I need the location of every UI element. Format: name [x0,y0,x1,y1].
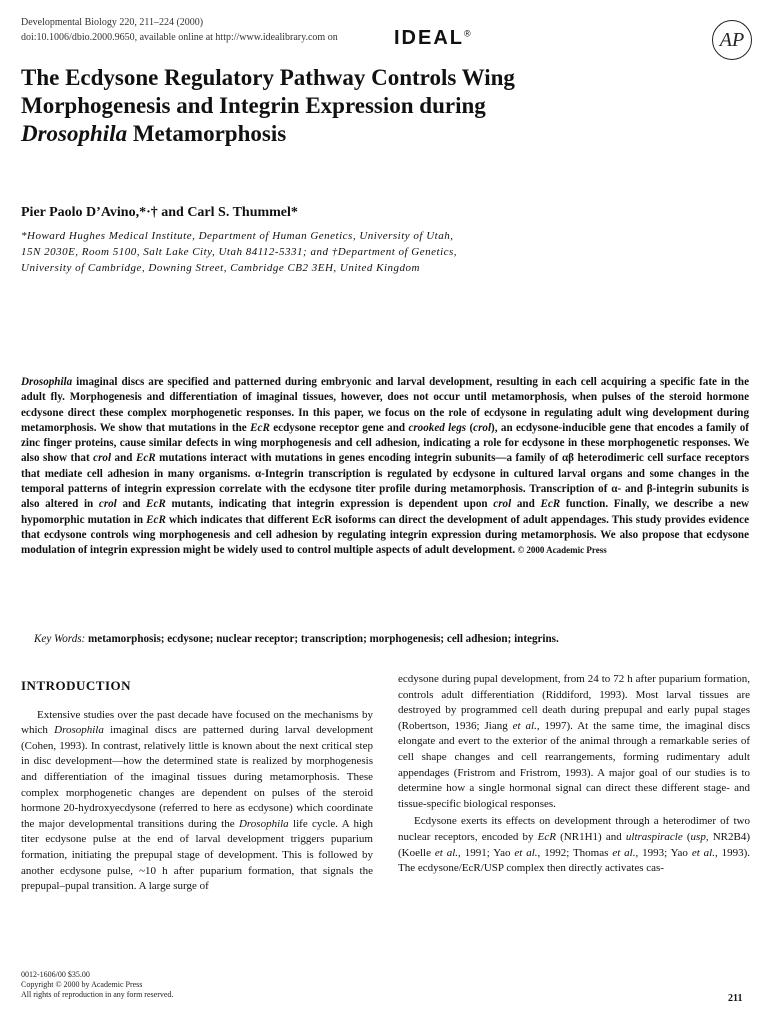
body-text: Ecdysone exerts its effects on development through a heterodimer of two nuclear receptors, encoded by [398,815,750,843]
abstract-text: and [116,498,147,511]
page-number: 211 [728,993,743,1004]
abstract-text: and [111,452,136,465]
keywords-list: metamorphosis; ecdysone; nuclear receptor; transcription; morphogenesis; cell adhesion; integrins. [85,633,559,645]
abstract-text: Drosophila [21,376,73,388]
abstract-text: imaginal discs are specified and patterned during embryonic and larval development, resulting in each cell acquiring a specific fate in the adult fly. Morphogenesis and differentiation of imaginal tissues, however, does not occur until metamorphosis, when pulses of the steroid hormone ecdysone direct these complex morphogenetic responses. In this paper, we focus on the role of ecdysone in regulating adult wing development during metamorphosis. We show that mutations in the [21,376,749,434]
body-text: , 1997). At the same time, the imaginal discs elongate and evert to the exterior of the animal through a remarkable series of cell shape changes and cell rearrangements, forming rudimentary adult appendages (Fristrom and Fristrom, 1993). A major goal of our studies is to determine how a single hormonal signal can direct these different stage- and tissue-specific biological responses. [398,719,751,810]
body-text: et al. [434,846,459,859]
abstract-text: crol [93,452,112,465]
title-line-2: Morphogenesis and Integrin Expression during [21,93,486,118]
body-text: et al. [512,719,537,732]
body-text: , 1991; Yao [458,846,515,859]
abstract-text: crol [98,498,117,511]
abstract-text: mutations interact with mutations in genes encoding integrin subunits—a family of αβ heterodimeric cell surface receptors that mediate cell adhesion in many organisms. α-Integrin transcription is regulated by ecdysone in cultured larval organs and some changes in the temporal patterns of integrin expression correlate with the ecdysone titer profile during metamorphosis. Transcription of α- and β-integrin subunits is also altered in [21,452,750,511]
abstract-text: EcR [250,421,270,434]
abstract-text: EcR [146,498,166,511]
abstract-text: function. Finally, we describe a new hypomorphic mutation in [21,498,750,526]
body-text: et al. [612,846,636,859]
journal-citation: Developmental Biology 220, 211–224 (2000) [21,17,204,28]
body-text: ultraspiracle [625,830,683,843]
body-text: imaginal discs are patterned during larval development (Cohen, 1993). In contrast, relatively little is known about the next critical step in disc development—how the determined state is realized by morphogenesis and differentiation of the imaginal tissues during metamorphosis. These complex morphogenetic changes are dependent on pulses of the steroid hormone 20-hydroxyecdysone (referred to here as ecdysone) which coordinate the major developmental transitions during the [21,724,373,830]
body-text: Drosophila [54,724,104,737]
abstract-text: which indicates that different EcR isoforms can direct the development of adult appendages. This study provides evidence that ecdysone controls wing morphogenesis and cell adhesion by regulating integrin expression during metamorphosis. We also propose that ecdysone modulation of integrin expression might be widely used to control multiple aspects of adult development. [21,513,749,557]
body-text: EcR [537,830,556,843]
body-text: Drosophila [238,817,289,830]
paragraph [398,814,750,876]
body-text: NR2B4) (Koelle [398,830,751,859]
affiliation-line: 15N 2030E, Room 5100, Salt Lake City, Utah 84112-5331; and †Department of Genetics, [21,246,458,258]
affiliation-line: University of Cambridge, Downing Street, Cambridge CB2 3EH, United Kingdom [21,262,420,274]
affiliation-line: *Howard Hughes Medical Institute, Department of Human Genetics, University of Utah, [21,230,454,242]
abstract-text: crol [493,498,512,511]
abstract [21,375,749,559]
abstract-text: EcR [146,513,166,526]
body-text: (NR1H1) and [556,830,626,843]
body-text: , 1993; Yao [635,846,692,859]
affiliations [21,228,721,276]
body-text: life cycle. A high titer ecdysone pulse at the end of larval development triggers puparium formation, initiating the prepupal stage of development. This is followed by another ecdysone pulse, ~10 h after puparium formation, that signals the prepupal–pupal transition. A large surge of [21,817,373,893]
publisher-logo-icon: AP [712,20,752,60]
keywords [34,632,749,647]
body-text: et al. [514,846,538,859]
body-text: usp, [690,830,709,843]
abstract-text: ), an ecdysone-inducible gene that encodes a family of zinc finger proteins, cause similar defects in wing morphogenesis and cell adhesion, indicating a role for ecdysone in these morphogenetic responses. We also show that [21,421,749,465]
body-text: ( [682,830,691,843]
paragraph [398,672,750,812]
abstract-text: ( [466,421,474,434]
rights-line: All rights of reproduction in any form reserved. [21,990,174,999]
issn-price: 0012-1606/00 $35.00 [21,970,90,979]
body-text: , 1993). The ecdysone/EcR/USP complex then directly activates cas- [398,846,751,875]
body-text: Extensive studies over the past decade have focused on the mechanisms by which [21,708,373,737]
ideal-logo-text: IDEAL [394,27,464,49]
keywords-label: Key Words: [34,633,86,645]
copyright-notice: © 2000 Academic Press [515,545,607,556]
left-column [21,672,373,895]
authors: Pier Paolo D’Avino,*·† and Carl S. Thummel* [21,205,298,220]
abstract-text: mutants, indicating that integrin expression is dependent upon [165,498,494,511]
title-italic: Drosophila [21,121,128,146]
abstract-text: EcR [135,452,156,465]
section-heading: INTRODUCTION [21,678,132,693]
registered-mark: ® [464,28,471,39]
body-text: , 1992; Thomas [537,846,613,859]
right-column [398,672,750,877]
abstract-text: EcR [540,498,561,511]
body-text: ecdysone during pupal development, from 24 to 72 h after puparium formation, controls adult differentiation (Riddiford, 1993). Most larval tissues are destroyed by programmed cell death during prepupal and early pupal stages (Robertson, 1936; Jiang [398,673,750,732]
copyright-line: Copyright © 2000 by Academic Press [21,980,143,989]
ideal-logo [394,27,471,50]
abstract-text: crooked legs [408,421,467,434]
article-title [21,64,721,148]
abstract-text: crol [473,421,492,434]
title-rest: Metamorphosis [127,121,287,146]
paragraph [21,708,373,895]
body-text: et al. [691,846,715,859]
abstract-text: ecdysone receptor gene and [269,421,409,434]
abstract-text: and [511,498,541,511]
title-line-1: The Ecdysone Regulatory Pathway Controls Wing [21,65,515,90]
footer [21,970,173,1000]
doi-line: doi:10.1006/dbio.2000.9650, available online at http://www.idealibrary.com on [21,32,338,43]
